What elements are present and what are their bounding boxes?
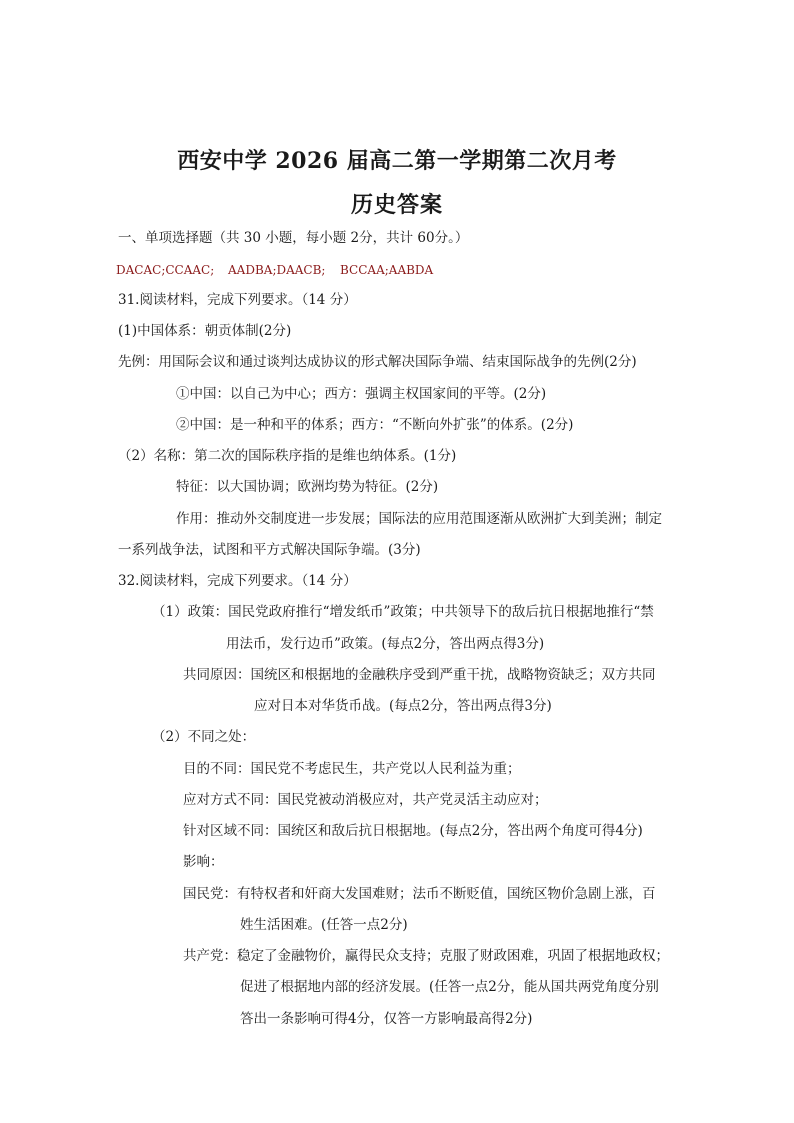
q32-part2-line4: 针对区域不同：国统区和敌后抗日根据地。(每点2分，答出两个角度可得4分) [183, 823, 643, 839]
q32-part2-line7: 姓生活困难。(任答一点2分) [240, 917, 408, 933]
q32-part2-line5: 影响： [183, 854, 224, 870]
answer-group-3: BCCAA;AABDA [340, 263, 434, 277]
q32-part2-line8: 共产党：稳定了金融物价，赢得民众支持；克服了财政困难，巩固了根据地政权； [183, 948, 669, 964]
q31-part2-line3: 作用：推动外交制度进一步发展；国际法的应用范围逐渐从欧洲扩大到美洲；制定 [176, 511, 662, 527]
q32-heading: 32.阅读材料，完成下列要求。（14 分） [118, 573, 357, 589]
q32-part2-line3: 应对方式不同：国民党被动消极应对，共产党灵活主动应对； [183, 792, 548, 808]
q31-part2-line2: 特征：以大国协调；欧洲均势为特征。(2分) [176, 479, 439, 495]
q32-part1-line1: （1）政策：国民党政府推行“增发纸币”政策；中共领导下的敌后抗日根据地推行“禁 [152, 604, 654, 620]
q31-part1-line1: (1)中国体系：朝贡体制(2分) [118, 323, 292, 339]
q31-part1-line2: 先例：用国际会议和通过谈判达成协议的形式解决国际争端、结束国际战争的先例(2分) [118, 354, 637, 370]
q32-part2-line9: 促进了根据地内部的经济发展。(任答一点2分，能从国共两党角度分别 [240, 979, 659, 995]
q31-part2-line4: 一系列战争法，试图和平方式解决国际争端。(3分) [118, 542, 421, 558]
q31-part1-line4: ②中国：是一种和平的体系；西方：“不断向外扩张”的体系。(2分) [176, 417, 574, 433]
q31-heading: 31.阅读材料，完成下列要求。（14 分） [118, 292, 357, 308]
document-title: 西安中学 2026 届高二第一学期第二次月考 [177, 148, 617, 174]
q32-part2-line1: （2）不同之处： [152, 729, 256, 745]
q32-part1-line4: 应对日本对华货币战。(每点2分，答出两点得3分) [254, 698, 552, 714]
q32-part2-line6: 国民党：有特权者和奸商大发国难财；法币不断贬值，国统区物价急剧上涨，百 [183, 886, 656, 902]
q31-part1-line3: ①中国：以自己为中心；西方：强调主权国家间的平等。(2分) [176, 386, 547, 402]
q32-part1-line2: 用法币，发行边币”政策。(每点2分，答出两点得3分) [226, 636, 545, 652]
q32-part1-line3: 共同原因：国统区和根据地的金融秩序受到严重干扰，战略物资缺乏；双方共同 [183, 667, 656, 683]
q32-part2-line2: 目的不同：国民党不考虑民生，共产党以人民利益为重； [183, 761, 521, 777]
q32-part2-line10: 答出一条影响可得4分，仅答一方影响最高得2分) [240, 1011, 533, 1027]
document-subtitle: 历史答案 [350, 192, 443, 218]
q31-part2-line1: （2）名称：第二次的国际秩序指的是维也纳体系。(1分) [118, 448, 457, 464]
answer-group-1: DACAC;CCAAC; [116, 263, 215, 277]
section1-heading: 一、单项选择题（共 30 小题，每小题 2分，共计 60分。） [118, 230, 469, 246]
answer-group-2: AADBA;DAACB; [228, 263, 326, 277]
